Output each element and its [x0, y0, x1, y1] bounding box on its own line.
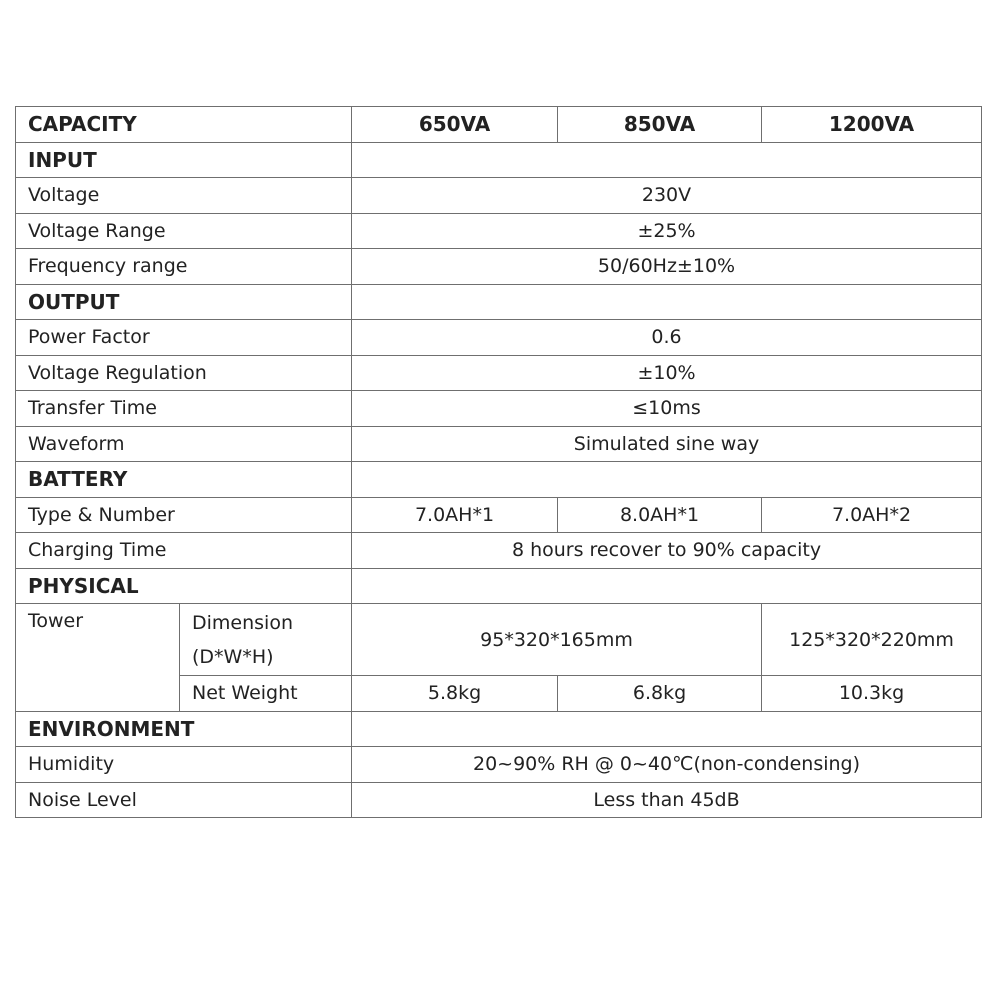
model-650va-header: 650VA — [352, 107, 558, 143]
section-output-blank — [352, 284, 982, 320]
net-weight-label: Net Weight — [180, 676, 352, 712]
net-weight-1200va: 10.3kg — [762, 676, 982, 712]
table-row — [16, 497, 982, 533]
noise-level-value: Less than 45dB — [352, 782, 982, 818]
type-number-850va: 8.0AH*1 — [558, 497, 762, 533]
model-1200va-header: 1200VA — [762, 107, 982, 143]
type-number-650va: 7.0AH*1 — [352, 497, 558, 533]
table-row — [16, 747, 982, 783]
type-number-label: Type & Number — [16, 497, 352, 533]
charging-time-label: Charging Time — [16, 533, 352, 569]
table-row — [16, 426, 982, 462]
voltage-regulation-value: ±10% — [352, 355, 982, 391]
power-factor-value: 0.6 — [352, 320, 982, 356]
ups-spec-table — [15, 106, 982, 818]
noise-level-label: Noise Level — [16, 782, 352, 818]
dimension-label: Dimension (D*W*H) — [180, 604, 352, 676]
tower-label: Tower — [16, 604, 180, 712]
table-row — [16, 782, 982, 818]
table-row — [16, 213, 982, 249]
section-battery: BATTERY — [16, 462, 352, 498]
power-factor-label: Power Factor — [16, 320, 352, 356]
humidity-label: Humidity — [16, 747, 352, 783]
waveform-value: Simulated sine way — [352, 426, 982, 462]
transfer-time-value: ≤10ms — [352, 391, 982, 427]
section-physical-blank — [352, 568, 982, 604]
section-row-input — [16, 142, 982, 178]
table-row — [16, 178, 982, 214]
transfer-time-label: Transfer Time — [16, 391, 352, 427]
type-number-1200va: 7.0AH*2 — [762, 497, 982, 533]
section-physical: PHYSICAL — [16, 568, 352, 604]
section-row-output — [16, 284, 982, 320]
section-input: INPUT — [16, 142, 352, 178]
section-row-battery — [16, 462, 982, 498]
waveform-label: Waveform — [16, 426, 352, 462]
net-weight-650va: 5.8kg — [352, 676, 558, 712]
table-row — [16, 249, 982, 285]
net-weight-850va: 6.8kg — [558, 676, 762, 712]
section-output: OUTPUT — [16, 284, 352, 320]
voltage-range-value: ±25% — [352, 213, 982, 249]
frequency-range-label: Frequency range — [16, 249, 352, 285]
table-row — [16, 604, 982, 676]
humidity-value: 20~90% RH @ 0~40℃(non-condensing) — [352, 747, 982, 783]
voltage-regulation-label: Voltage Regulation — [16, 355, 352, 391]
table-row — [16, 355, 982, 391]
section-environment-blank — [352, 711, 982, 747]
model-850va-header: 850VA — [558, 107, 762, 143]
capacity-header: CAPACITY — [16, 107, 352, 143]
table-row — [16, 533, 982, 569]
section-environment: ENVIRONMENT — [16, 711, 352, 747]
section-input-blank — [352, 142, 982, 178]
section-row-physical — [16, 568, 982, 604]
section-row-environment — [16, 711, 982, 747]
frequency-range-value: 50/60Hz±10% — [352, 249, 982, 285]
voltage-range-label: Voltage Range — [16, 213, 352, 249]
dimension-650-850va: 95*320*165mm — [352, 604, 762, 676]
voltage-value: 230V — [352, 178, 982, 214]
voltage-label: Voltage — [16, 178, 352, 214]
table-row — [16, 391, 982, 427]
header-row — [16, 107, 982, 143]
charging-time-value: 8 hours recover to 90% capacity — [352, 533, 982, 569]
section-battery-blank — [352, 462, 982, 498]
dimension-1200va: 125*320*220mm — [762, 604, 982, 676]
table-row — [16, 320, 982, 356]
